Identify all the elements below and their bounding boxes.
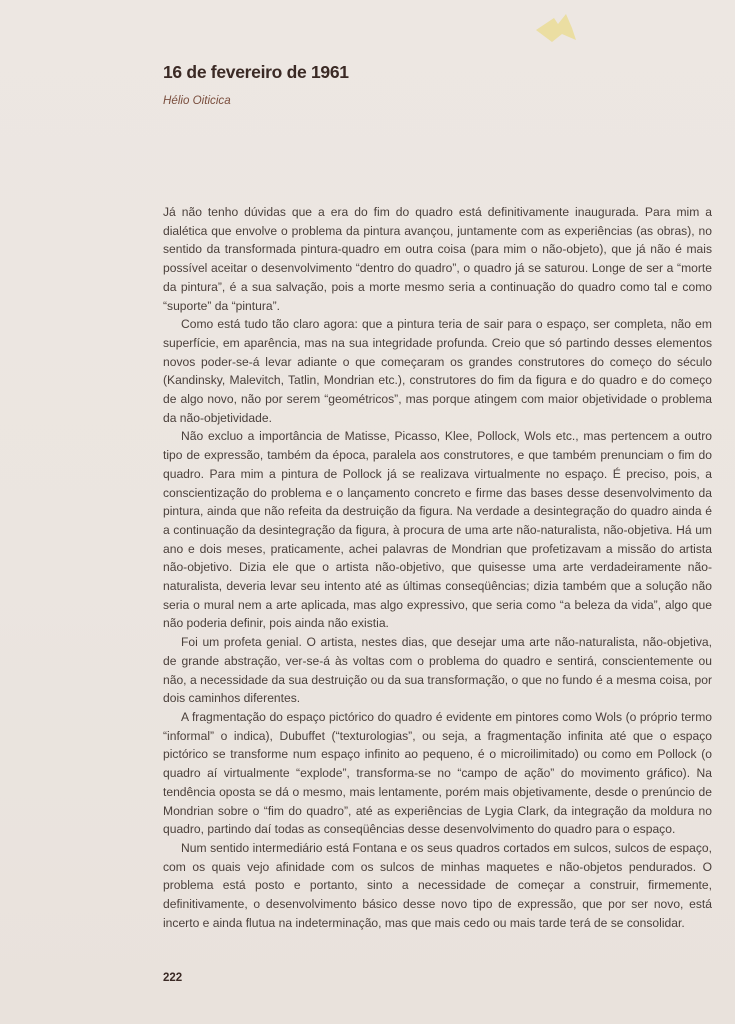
yellow-smudge-mark <box>532 10 578 46</box>
author-name: Hélio Oiticica <box>163 94 231 107</box>
paragraph: A fragmentação do espaço pictórico do quadro é evidente em pintores como Wols (o próprio termo “informal” o indica), Dubuffet (“texturologias”, ou seja, a fragmentação infinita até que o espaço pictórico se transforme num espaço infinito ao pequeno, é o microilimitado) ou como em Pollock (o quadro aí virtualmente “explode”, transforma-se no “campo de ação” do movimento gráfico). Na tendência oposta se dá o mesmo, mais lentamente, porém mais objetivamente, desde o prenúncio de Mondrian sobre o “fim do quadro”, até as experiências de Lygia Clark, da integração da moldura no quadro, partindo daí todas as conseqüências desse desenvolvimento do quadro para o espaço. <box>163 709 712 837</box>
paragraph: Foi um profeta genial. O artista, nestes dias, que desejar uma arte não-naturalista, não-objetiva, de grande abstração, ver-se-á às voltas com o problema do quadro e sentirá, conscientemente ou não, a necessidade da sua destruição ou da sua transformação, o que no fundo é a mesma coisa, por dois caminhos diferentes. <box>163 635 712 706</box>
paragraph: Num sentido intermediário está Fontana e os seus quadros cortados em sulcos, sulcos de espaço, com os quais vejo afinidade com os sulcos de minhas maquetes e não-objetos pendurados. O problema está posto e portanto, sinto a necessidade de começar a construir, firmemente, definitivamente, o desenvolvimento básico desse novo tipo de expressão, que por ser novo, está incerto e ainda flutua na indeterminação, mas que mais cedo ou mais tarde terá de se consolidar. <box>163 840 712 930</box>
page-number: 222 <box>163 972 183 984</box>
article-body <box>163 203 712 932</box>
paragraph: Não excluo a importância de Matisse, Picasso, Klee, Pollock, Wols etc., mas pertencem a outro tipo de expressão, também da época, paralela aos construtores, e que também prenunciam o fim do quadro. Para mim a pintura de Pollock já se realizava virtualmente no espaço. É preciso, pois, a conscientização do problema e o lançamento concreto e firme das bases desse desenvolvimento da pintura, ainda que não refeita da destruição da figura. Na verdade a desintegração do quadro ainda é a continuação da desintegração da figura, à procura de uma arte não-naturalista, não-objetiva. Há um ano e dois meses, praticamente, achei palavras de Mondrian que profetizavam a missão do artista não-objetivo. Dizia ele que o artista não-objetivo, que quisesse uma arte verdadeiramente não-naturalista, deveria levar seu intento até as últimas conseqüências; dizia também que a solução não seria o mural nem a arte aplicada, mas algo expressivo, que seria como “a beleza da vida”, algo que não poderia definir, pois ainda não existia. <box>163 429 712 631</box>
page-title: 16 de fevereiro de 1961 <box>163 62 349 82</box>
paragraph: Como está tudo tão claro agora: que a pintura teria de sair para o espaço, ser completa, não em superfície, em aparência, mas na sua integridade profunda. Creio que só partindo desses elementos novos poder-se-á levar adiante o que começaram os grandes construtores do começo do século (Kandinsky, Malevitch, Tatlin, Mondrian etc.), construtores do fim da figura e do quadro e do começo de algo novo, não por serem “geométricos”, mas porque atingem com maior objetividade o problema da não-objetividade. <box>163 317 712 425</box>
paragraph: Já não tenho dúvidas que a era do fim do quadro está definitivamente inaugurada. Para mim a dialética que envolve o problema da pintura avançou, juntamente com as experiências (as obras), no sentido da transformada pintura-quadro em outra coisa (para mim o não-objeto), que já não é mais possível aceitar o desenvolvimento “dentro do quadro”, o quadro já se saturou. Longe de ser a “morte da pintura”, é a sua salvação, pois a morte mesmo seria a continuação do quadro como tal e como “suporte” da “pintura”. <box>163 205 712 313</box>
